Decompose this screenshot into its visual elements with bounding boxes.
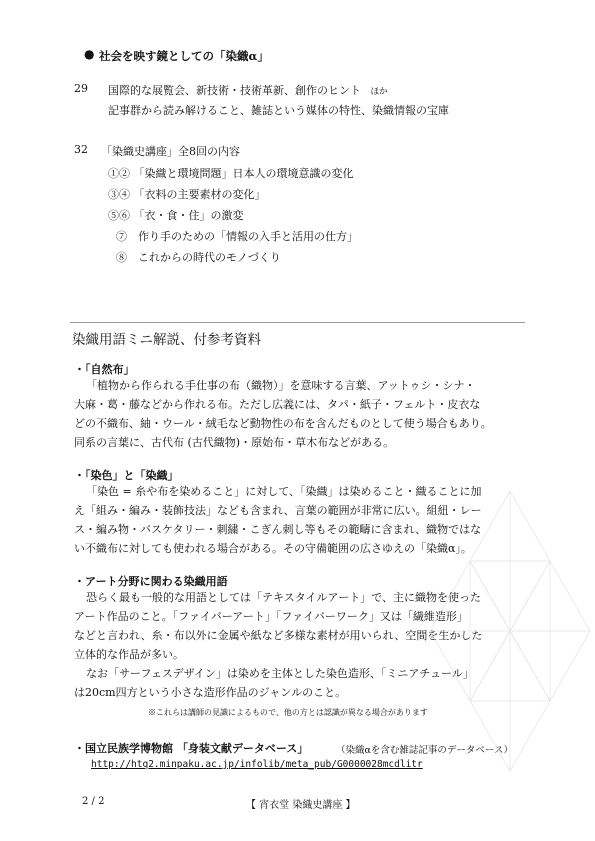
header-title: 社会を映す鏡としての「染織α」 — [99, 49, 269, 63]
glossary-title-art: ・アート分野に関わる染織用語 — [74, 575, 228, 588]
footer-page-number: 2 / 2 — [82, 796, 105, 807]
toc-number-32: 32 — [74, 143, 88, 156]
toc-29-line1 — [108, 82, 388, 98]
glossary-line: 恐らく最も一般的な用語としては「テキスタイルアート」で、主に織物を使った — [86, 591, 482, 604]
glossary-line: え「組み・編み・装飾技法」なども含まれ、言葉の範囲が非常に広い。組紐・レー — [74, 504, 482, 517]
asanoha-pattern-watermark — [425, 481, 595, 781]
glossary-heading: 染織用語ミニ解説、付参考資料 — [72, 332, 261, 348]
glossary-line: などと言われ、糸・布以外に金属や紙など多様な素材が用いられ、空間を生かした — [74, 629, 483, 642]
glossary-line: 「植物から作られる手仕事の布（織物）」を意味する言葉、アットゥシ・シナ・ — [86, 379, 476, 392]
glossary-title-senshoku: ・「染色」と「染織」 — [74, 469, 179, 482]
toc-32-item-5: ⑧ これからの時代のモノづくり — [116, 251, 281, 264]
toc-29-line1-small: ほか — [370, 87, 388, 97]
reference-url-link[interactable]: http://htq2.minpaku.ac.jp/infolib/meta_pub/G0000028mcdlitr — [91, 759, 423, 770]
glossary-line: アート作品のこと。「ファイバーアート」「ファイバーワーク」又は「繊維造形」 — [74, 610, 468, 623]
glossary-note: ※これらは講師の見識によるもので、他の方とは認識が異なる場合があります — [148, 708, 428, 717]
glossary-line: 「染色 = 糸や布を染めること」に対して、「染織」は染めること・織ることに加 — [86, 485, 482, 498]
glossary-line: い不織布に対しても使われる場合がある。その守備範囲の広さゆえの「染織α」。 — [74, 542, 472, 555]
glossary-line: どの不織布、紬・ウール・絨毛など動物性の布を含んだものとして使う場合もあり。 — [74, 417, 492, 430]
glossary-line: 立体的な作品が多い。 — [74, 648, 184, 661]
header-bullet-icon: ● — [84, 47, 95, 61]
toc-32-title: 「染織史講座」全8回の内容 — [101, 145, 240, 158]
glossary-line: なお「サーフェスデザイン」は染めを主体とした染色造形、「ミニアチュール」 — [86, 667, 474, 680]
toc-29-line2: 記事群から読み解けること、雑誌という媒体の特性、染織情報の宝庫 — [108, 104, 449, 117]
glossary-line: ス・編み物・バスケタリー・刺繍・こぎん刺し等もその範疇に含まれ、織物ではな — [74, 523, 482, 536]
toc-number-29: 29 — [74, 82, 88, 95]
toc-29-line1-main: 国際的な展覧会、新技術・技術革新、創作のヒント — [108, 84, 361, 97]
glossary-line: 大麻・葛・藤などから作れる布。ただし広義には、タパ・紙子・フェルト・皮衣な — [74, 398, 481, 411]
toc-32-item-3: ⑤⑥ 「衣・食・住」の激変 — [108, 209, 244, 222]
glossary-line: は20cm四方という小さな造形作品のジャンルのこと。 — [74, 686, 347, 699]
toc-32-item-2: ③④ 「衣料の主要素材の変化」 — [108, 188, 266, 201]
toc-32-item-4: ⑦ 作り手のための「情報の入手と活用の仕方」 — [116, 230, 358, 243]
section-divider — [70, 322, 525, 323]
toc-32-item-1: ①② 「染織と環境問題」日本人の環境意識の変化 — [108, 167, 354, 180]
glossary-line: 同系の言葉に、古代布 (古代織物)・原始布・草木布などがある。 — [74, 436, 395, 449]
glossary-title-shizenfu: ・「自然布」 — [74, 363, 135, 376]
footer-course-name: 【 宵衣堂 染織史講座 】 — [246, 800, 356, 811]
reference-title: ・国立民族学博物館 「身装文献データベース」 — [74, 742, 309, 755]
reference-note: （染織αを含む雑誌記事のデータベース） — [336, 745, 513, 756]
